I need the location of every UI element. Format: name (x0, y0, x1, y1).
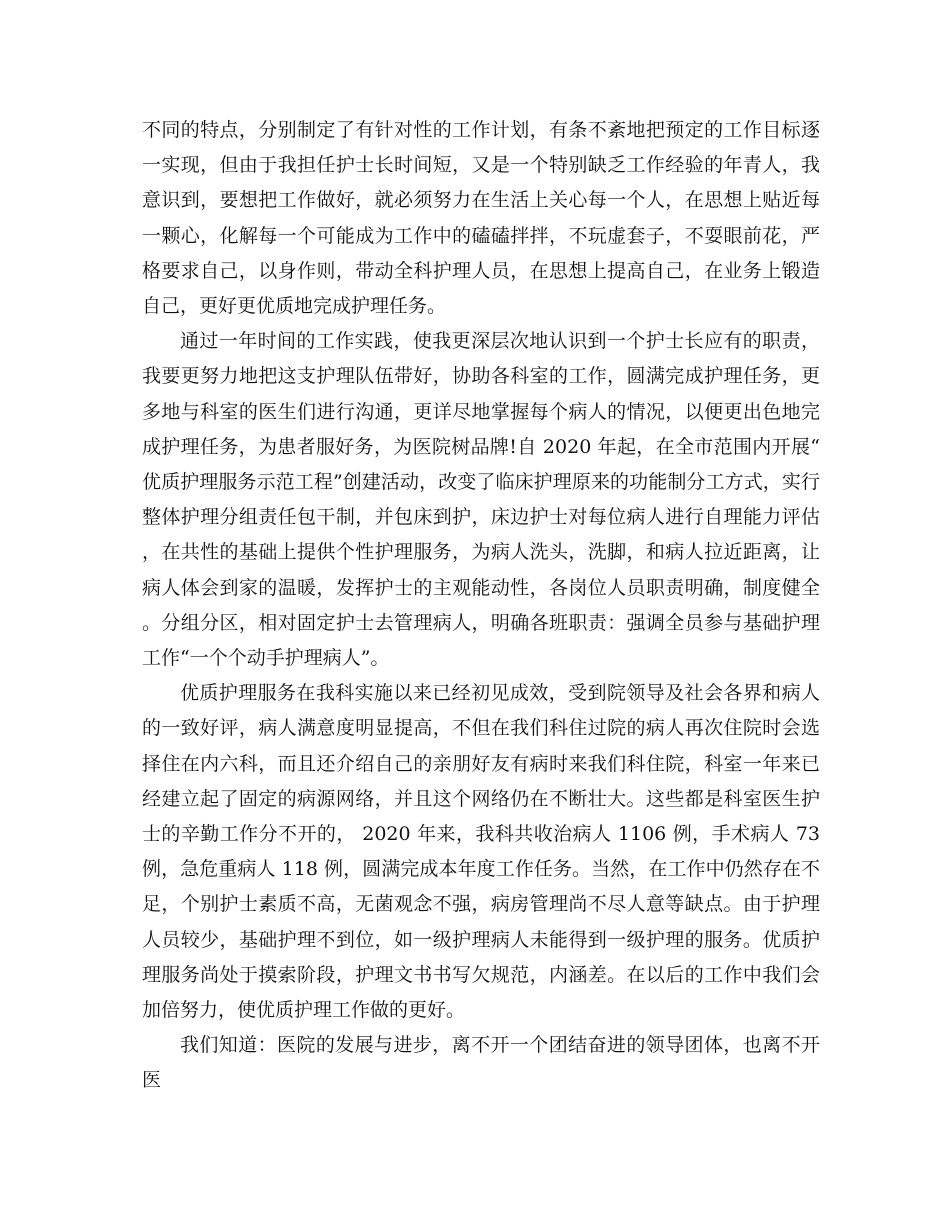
paragraph-quality-nursing: 优质护理服务在我科实施以来已经初见成效，受到院领导及社会各界和病人的一致好评，病人满意度明显提高，不但在我们科住过院的病人再次住院时会选择住在内六科，而且还介绍自己的亲朋好友有病时来我们科住院，科室一年来已经建立起了固定的病源网络，并且这个网络仍在不断壮大。这些都是科室医生护士的辛勤工作分不开的， 2020 年来，我科共收治病人 1106 例，手术病人 73 例，急危重病人 118 例，圆满完成本年度工作任务。当然，在工作中仍然存在不足，个别护士素质不高，无菌观念不强，病房管理尚不尽人意等缺点。由于护理人员较少，基础护理不到位，如一级护理病人未能得到一级护理的服务。优质护理服务尚处于摸索阶段，护理文书书写欠规范，内涵差。在以后的工作中我们会加倍努力，使优质护理工作做的更好。 (142, 682, 820, 1022)
paragraph-continuation: 不同的特点，分别制定了有针对性的工作计划，有条不紊地把预定的工作目标逐一实现，但由于我担任护士长时间短，又是一个特别缺乏工作经验的年青人，我意识到，要想把工作做好，就必须努力在生活上关心每一个人，在思想上贴近每一颗心，化解每一个可能成为工作中的磕磕拌拌，不玩虚套子，不耍眼前花，严格要求自己，以身作则，带动全科护理人员，在思想上提高自己，在业务上锻造自己，更好更优质地完成护理任务。 (142, 119, 820, 318)
paragraph-work-practice: 通过一年时间的工作实践，使我更深层次地认识到一个护士长应有的职责，我要更努力地把这支护理队伍带好，协助各科室的工作，圆满完成护理任务，更多地与科室的医生们进行沟通，更详尽地掌握每个病人的情况，以便更出色地完成护理任务，为患者服好务，为医院树品牌!自 2020 年起，在全市范围内开展“优质护理服务示范工程”创建活动，改变了临床护理原来的功能制分工方式，实行整体护理分组责任包干制，并包床到护，床边护士对每位病人进行自理能力评估，在共性的基础上提供个性护理服务，为病人洗头，洗脚，和病人拉近距离，让病人体会到家的温暖，发挥护士的主观能动性，各岗位人员职责明确，制度健全。分组分区，相对固定护士去管理病人，明确各班职责：强调全员参与基础护理工作“一个个动手护理病人”。 (142, 330, 820, 670)
document-body (142, 113, 820, 1099)
paragraph-hospital-development: 我们知道：医院的发展与进步，离不开一个团结奋进的领导团体，也离不开医 (142, 1034, 820, 1092)
